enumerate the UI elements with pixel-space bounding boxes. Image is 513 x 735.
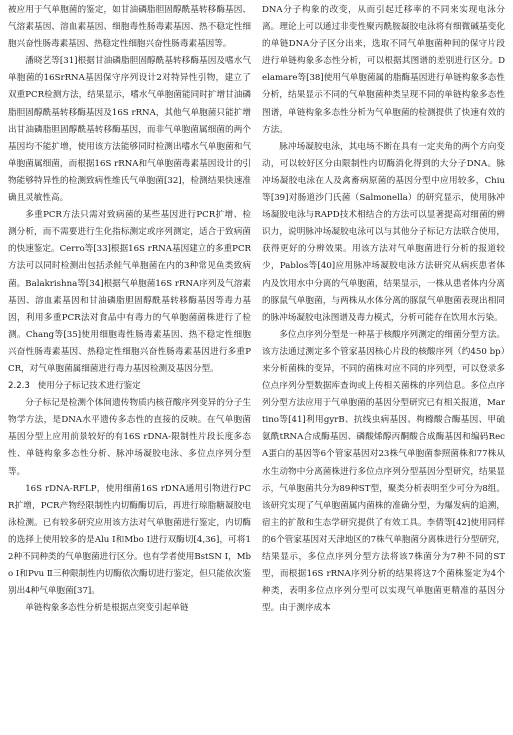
paragraph: 单链构象多态性分析是根据点突变引起单链	[25, 603, 189, 614]
paragraph: 被应用于气单胞菌的鉴定，如甘油磷脂胆固醇酰基转移酶基因、气溶素基因、溶血素基因、细胞毒性肠毒素基因、热不稳定性细胞兴奋性肠毒素基因、热稳定性细胞兴奋性肠毒素基因等。	[8, 5, 251, 50]
section-heading	[8, 378, 251, 395]
section-number: 2.2.3	[8, 381, 30, 392]
paragraph: 分子标记是检测个体间遗传物质内核苷酸序列变异的分子生物学方法，是DNA水平遗传多态性的直接的反映。在气单胞菌基因分型上应用前景较好的有16S rDNA-限制性片段长度多态性、单链构象多态性分析、脉冲场凝胶电泳、多位点序列分型等。	[8, 398, 251, 477]
paragraph: 脉冲场凝胶电泳，其电场不断在具有一定夹角的两个方向变动，可以较好区分由限制性内切酶消化得到的大分子DNA。脉冲场凝胶电泳在人及禽畜病原菌的基因分型中应用较多，Chiu等[39]对肠道沙门氏菌（Salmonella）的研究显示，使用脉冲场凝胶电泳与RAPD技术相结合的方法可以显著提高对细菌的辨识力，说明脉冲场凝胶电泳可以与其他分子标记方法联合使用，获得更好的分辨效果。用该方法对气单胞菌进行分析的报道较少，Pablos等[40]应用脉冲场凝胶电泳方法研究从病疾患者体内及饮用水中分离的气单胞菌，结果显示，一株从患者体内分离的豚鼠气单胞菌，与两株从水体分离的豚鼠气单胞菌表现出相同的脉冲场凝胶电泳图谱及毒力模式，分析可能存在饮用水污染。	[262, 141, 505, 323]
left-column	[8, 2, 251, 735]
paragraph: 多位点序列分型是一种基于核酸序列测定的细菌分型方法。该方法通过测定多个管家基因核心片段的核酸序列（约450 bp）来分析菌株的变异，不同的菌株对应不同的序列型，可以登录多位点序列分型数据库查询或上传相关菌株的序列信息。多位点序列分型方法应用于气单胞菌的基因分型研究已有相关报道，Martino等[41]利用gyrB、抗线虫病基因、枸橼酸合酶基因、甲硫氨酰tRNA合成酶基因、磷酸烯醇丙酮酸合成酶基因和编码RecA蛋白的基因等6个管家基因对23株气单胞菌参照菌株和77株从水生动物中分离菌株进行多位点序列分型基因分型研究，结果显示，气单胞菌共分为89种ST型，聚类分析表明至少可分为8组。该研究实现了气单胞菌属内菌株的准确分型，为爆发病的追溯，宿主的扩散和生态学研究提供了有效工具。李倩等[42]使用同样的6个管家基因对天津地区的7株气单胞菌分离株进行分型研究，结果显示，多位点序列分型方法将该7株菌分为7种不同的ST型，而根据16S rRNA序列分析的结果将这7个菌株鉴定为4个种类，表明多位点序列分型可以实现气单胞菌更精准的基因分型。由于测序成本	[262, 329, 505, 614]
right-column	[262, 2, 505, 735]
paragraph: 16S rDNA-RFLP，使用细菌16S rDNA通用引物进行PCR扩增，PCR产物经限制性内切酶酶切后，再进行琼脂糖凝胶电泳检测。已有较多研究应用该方法对气单胞菌进行鉴定，内切酶的选择上使用较多的是Alu Ⅰ和Mbo Ⅰ进行双酶切[4,36]，可将12种不同种类的气单胞菌进行区分。也有学者使用BstSN Ⅰ，Mbo Ⅰ和Pvu Ⅱ三种限制性内切酶依次酶切进行鉴定，但只能依次鉴别出4种气单胞菌[37]。	[8, 483, 251, 597]
paragraph: 潘晓艺等[31]根据甘油磷脂胆固醇酰基转移酶基因及嗜水气单胞菌的16SrRNA基因保守序列设计2对特异性引物，建立了双重PCR检测方法，结果显示，嗜水气单胞菌能同时扩增甘油磷脂胆固醇酰基转移酶基因及16S rRNA，其他气单胞菌只能扩增出甘油磷脂胆固醇酰基转移酶基因，而非气单胞菌属细菌的两个基因均不能扩增，使用该方法能够同时检测出嗜水气单胞菌和气单胞菌属细菌，而根据16S rRNA和气单胞菌毒素基因设计的引物能够特异性的检测致病性维氏气单胞菌[32]，检测结果快速准确且灵敏性高。	[8, 56, 251, 204]
paragraph: DNA分子构象的改变，从而引起迁移率的不同来实现电泳分离。理论上可以通过非变性聚丙酰胺凝胶电泳将有细微碱基变化的单链DNA分子区分出来，选取不同气单胞菌种间的保守片段进行单链构象多态性分析，可以根据其图谱的差别进行区分。Delamare等[38]使用气单胞菌属的脂酶基因进行单链构象多态性分析，结果显示不同的气单胞菌种类呈现不同的单链构象多态性图谱，单链构象多态性分析为气单胞菌的检测提供了快速有效的方法。	[262, 5, 505, 135]
section-title: 使用分子标记技术进行鉴定	[37, 381, 141, 392]
paragraph: 多重PCR方法只需对致病菌的某些基因进行PCR扩增、检测分析，而不需要进行生化指标测定或序列测定，适合于致病菌的快速鉴定。Cerro等[33]根据16S rRNA基因建立的多重PCR方法可以同时检测出包括杀鲑气单胞菌在内的3种常见鱼类致病菌。Balakrishna等[34]根据气单胞菌16S rRNA序列及气溶素基因、溶血素基因和甘油磷脂胆固醇酰基转移酶基因等毒力基因，利用多重PCR法对食品中有毒力的气单胞菌菌株进行了检测。Chang等[35]使用细胞毒性肠毒素基因、热不稳定性细胞兴奋性肠毒素基因、热稳定性细胞兴奋性肠毒素基因进行多重PCR，对气单胞菌属细菌进行毒力基因检测及基因分型。	[8, 210, 251, 374]
